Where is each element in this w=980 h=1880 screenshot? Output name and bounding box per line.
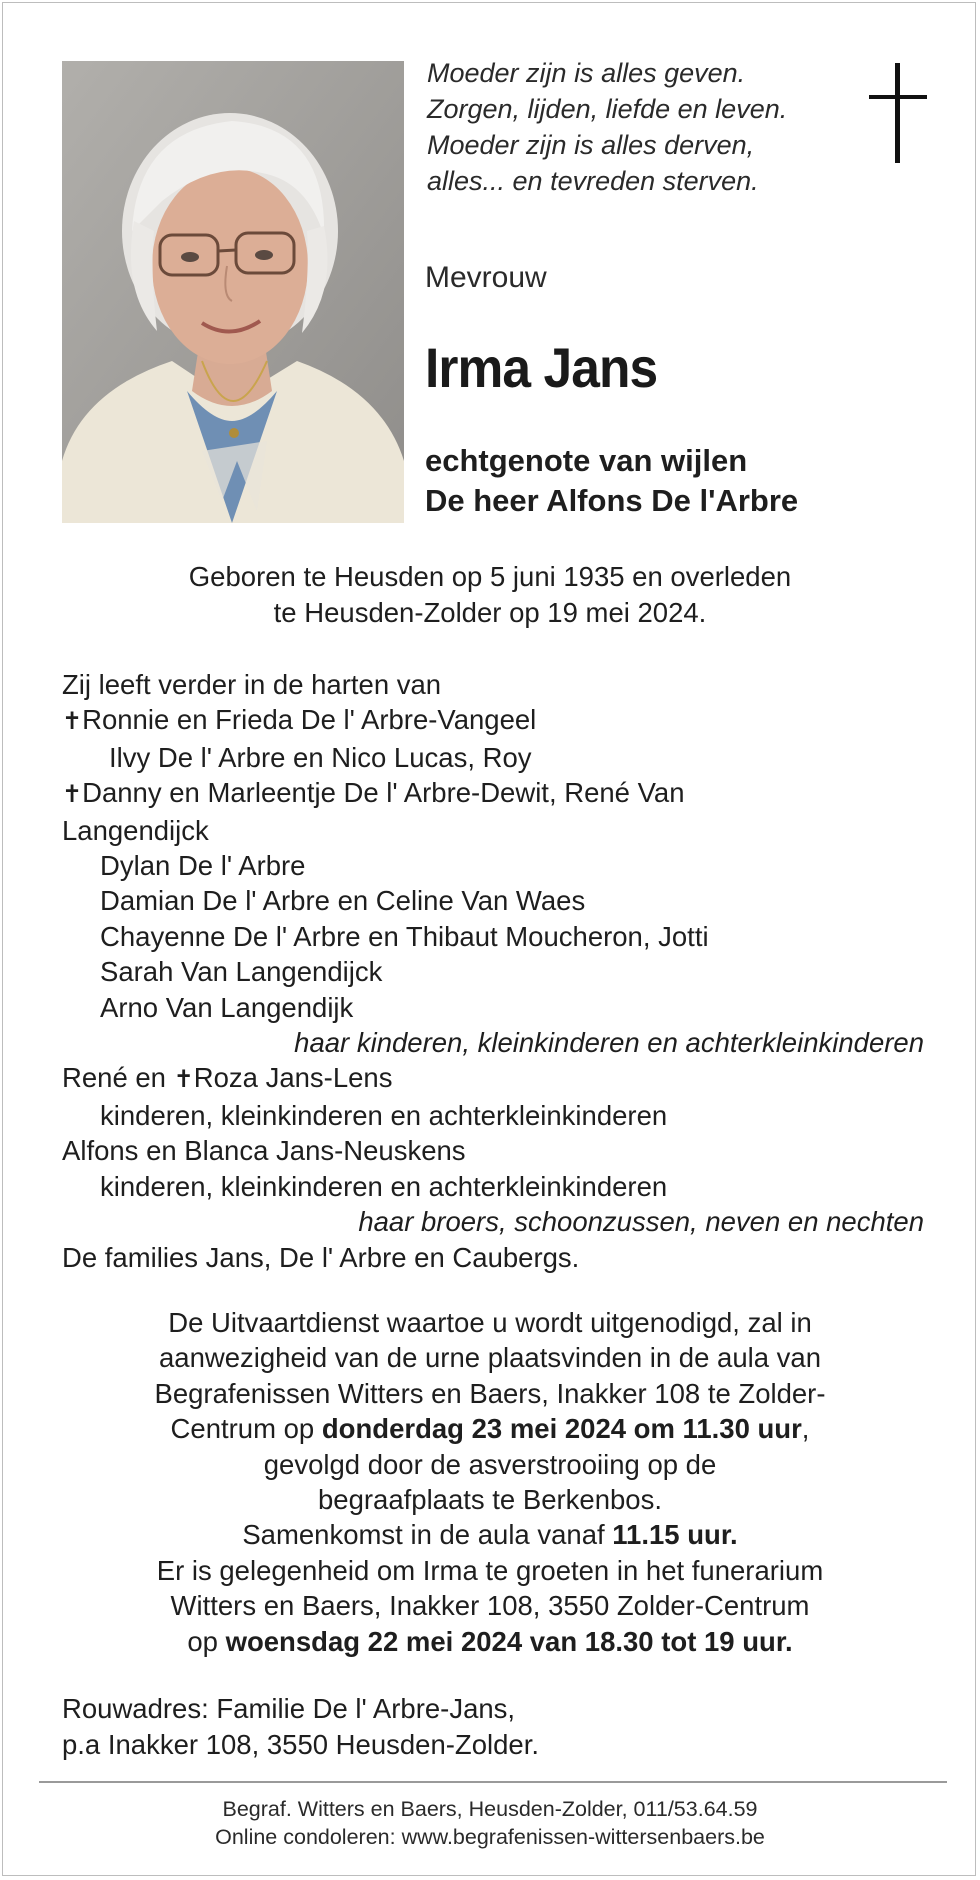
birth-death-info [3,559,977,631]
verse-line: Zorgen, lijden, liefde en leven. [427,94,788,124]
family-line [62,1060,924,1097]
verse [427,55,857,199]
service-line [3,1517,977,1552]
spouse-line: De heer Alfons De l'Arbre [425,483,799,518]
footer [3,1795,977,1851]
dagger-icon: ✝ [173,1066,194,1094]
family-line: Damian De l' Arbre en Celine Van Waes [100,885,586,917]
funeral-service-info [3,1305,977,1659]
portrait-photo [62,61,404,523]
funeral-home-line: Begraf. Witters en Baers, Heusden-Zolder, 011/53.64.59 [222,1797,758,1821]
family-line: De families Jans, De l' Arbre en Caubergs. [62,1241,580,1273]
family-intro: Zij leeft verder in de harten van [62,669,442,700]
family-line: Ilvy De l' Arbre en Nico Lucas, Roy [109,741,532,773]
service-text: op [187,1625,226,1657]
verse-line: Moeder zijn is alles derven, [427,130,755,160]
service-line [3,1624,977,1659]
obituary-card [2,2,976,1876]
service-datetime: donderdag 23 mei 2024 om 11.30 uur [321,1413,802,1445]
family-line: Arno Van Langendijk [100,991,354,1023]
service-line: Witters en Baers, Inakker 108, 3550 Zolder-Centrum [170,1590,810,1622]
visitation-datetime: woensdag 22 mei 2024 van 18.30 tot 19 uur. [225,1625,793,1657]
service-text: Samenkomst in de aula vanaf [242,1519,613,1551]
family-summary: haar broers, schoonzussen, neven en nechten [358,1206,924,1238]
family-line: kinderen, kleinkinderen en achterkleinkinderen [100,1170,668,1202]
family-line: Chayenne De l' Arbre en Thibaut Moucheron, Jotti [100,920,709,952]
gathering-time: 11.15 uur. [612,1519,738,1551]
family-summary: haar kinderen, kleinkinderen en achterkleinkinderen [294,1027,924,1059]
latin-cross-icon [863,61,933,165]
family-list [62,667,924,1275]
birth-death-line: Geboren te Heusden op 5 juni 1935 en overleden [188,561,792,592]
dagger-icon: ✝ [62,708,83,736]
family-line: Langendijck [62,814,209,846]
spouse-line: echtgenote van wijlen [425,443,748,478]
family-line: Alfons en Blanca Jans-Neuskens [62,1135,466,1167]
service-line: aanwezigheid van de urne plaatsvinden in de aula van [158,1342,821,1374]
address-line: p.a Inakker 108, 3550 Heusden-Zolder. [62,1729,539,1760]
dagger-icon: ✝ [62,781,83,809]
service-line: gevolgd door de asverstrooiing op de [263,1448,717,1480]
family-line: Sarah Van Langendijck [100,956,383,988]
service-text: , [801,1413,810,1445]
verse-line: alles... en tevreden sterven. [427,166,759,196]
title: Mevrouw [425,261,547,294]
family-name: Danny en Marleentje De l' Arbre-Dewit, René Van [82,777,685,809]
service-line: De Uitvaartdienst waartoe u wordt uitgenodigd, zal in [168,1307,812,1338]
family-name: Ronnie en Frieda De l' Arbre-Vangeel [82,704,537,736]
service-text: Centrum op [170,1413,322,1445]
condolence-link[interactable]: Online condoleren: www.begrafenissen-wittersenbaers.be [215,1825,765,1849]
family-line [62,775,924,812]
birth-death-line: te Heusden-Zolder op 19 mei 2024. [273,597,707,628]
spouse-info [425,441,798,521]
divider [39,1781,947,1783]
portrait-illustration [62,61,404,523]
service-line: Begrafenissen Witters en Baers, Inakker 108 te Zolder- [154,1377,826,1409]
family-name: Roza Jans-Lens [193,1062,393,1094]
service-line [3,1411,977,1446]
service-line: Er is gelegenheid om Irma te groeten in het funerarium [156,1554,824,1586]
address-line: Rouwadres: Familie De l' Arbre-Jans, [62,1693,516,1724]
service-line: begraafplaats te Berkenbos. [318,1484,662,1516]
family-line [62,702,924,739]
verse-line: Moeder zijn is alles geven. [427,58,746,88]
mourning-address [62,1691,539,1763]
deceased-name: Irma Jans [425,336,658,399]
family-line: Dylan De l' Arbre [100,850,306,882]
family-line: kinderen, kleinkinderen en achterkleinkinderen [100,1099,668,1131]
family-name: René en [62,1062,174,1094]
